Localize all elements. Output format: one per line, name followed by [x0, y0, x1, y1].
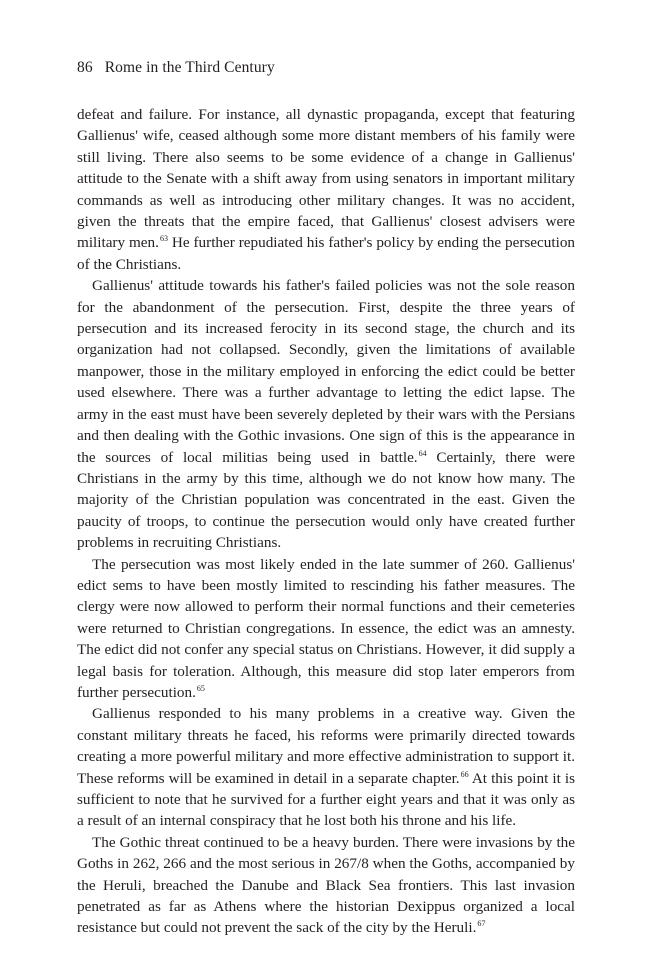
running-head	[77, 58, 275, 78]
paragraph-text: Gallienus' attitude towards his father's failed policies was not the sole reason for the abandonment of the persecution. First, despite the three years of persecution and its increased ferocity in its second stage, the church and its organization had not collapsed. Secondly, given the limitations of available manpower, those in the military employed in enforcing the edict could be better used elsewhere. There was a further advantage to letting the edict lapse. The army in the east must have been severely depleted by their wars with the Persians and then dealing with the Gothic invasions. One sign of this is the appearance in the sources of local militias being used in battle.	[77, 277, 575, 466]
footnote-ref-65: 65	[196, 683, 205, 693]
paragraph-4	[77, 703, 575, 831]
paragraph-3	[77, 554, 575, 704]
paragraph-text: The persecution was most likely ended in the late summer of 260. Gallienus' edict sems to have been mostly limited to rescinding his father measures. The clergy were now allowed to perform their normal functions and their cemeteries were returned to Christian congregations. In essence, the edict was an amnesty. The edict did not confer any special status on Christians. However, it did supply a legal basis for toleration. Although, this measure did stop later emperors from further persecution.	[77, 555, 575, 701]
paragraph-1	[77, 104, 575, 275]
running-title: Rome in the Third Century	[104, 59, 275, 76]
paragraph-2	[77, 275, 575, 553]
paragraph-text: defeat and failure. For instance, all dynastic propaganda, except that featuring Gallienus' wife, ceased although some more distant members of his family were still living. There also seems to be some evidence of a change in Gallienus' attitude to the Senate with a shift away from using senators in important military commands as well as introducing other military changes. It was no accident, given the threats that the empire faced, that Gallienus' closest advisers were military men.	[77, 106, 575, 252]
footnote-ref-63: 63	[159, 234, 168, 244]
footnote-ref-66: 66	[460, 769, 469, 779]
paragraph-text: Gallienus responded to his many problems in a creative way. Given the constant military threats he faced, his reforms were primarily directed towards creating a more powerful military and more effective administration to support it. These reforms will be examined in detail in a separate chapter.	[77, 705, 575, 787]
footnote-ref-67: 67	[477, 919, 486, 929]
body-text	[77, 104, 575, 939]
page-number: 86	[77, 59, 93, 76]
footnote-ref-64: 64	[418, 448, 427, 458]
paragraph-text: At this point it is sufficient to note that he survived for a further eight years and that it was only as a result of an internal conspiracy that he lost both his throne and his life.	[77, 769, 575, 830]
paragraph-text: He further repudiated his father's policy by ending the persecution of the Christians.	[77, 234, 576, 273]
paragraph-text: The Gothic threat continued to be a heavy burden. There were invasions by the Goths in 262, 266 and the most serious in 267/8 when the Goths, accompanied by the Heruli, breached the Danube and Black Sea frontiers. This last invasion penetrated as far as Athens where the historian Dexippus organized a local resistance but could not prevent the sack of the city by the Heruli.	[77, 833, 575, 937]
paragraph-5	[77, 832, 575, 939]
paragraph-text: Certainly, there were Christians in the army by this time, although we do not know how many. The majority of the Christian population was concentrated in the east. Given the paucity of troops, to continue the persecution would only have created further problems in recruiting Christians.	[77, 448, 575, 552]
